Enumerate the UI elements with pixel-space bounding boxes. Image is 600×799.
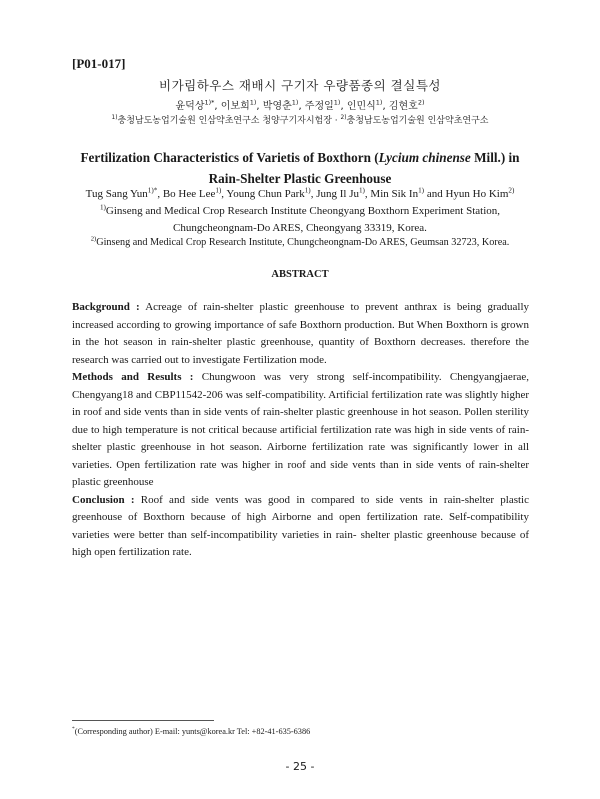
author-sep: , (364, 188, 371, 200)
affiliation-mark: 1) (99, 203, 106, 212)
background-text: Acreage of rain-shelter plastic greenhouse to prevent anthrax is being gradually increased according to growing importance of safe Boxthorn production. But When Boxthorn is grown in the hot season in rain-shelter plastic greenhouse, quantity of Boxthorn decreases. therefore the research was carried out to investigate Fertilization mode. (72, 301, 529, 366)
author-name: Tug Sang Yun (85, 188, 148, 200)
paper-code: [P01-017] (72, 56, 126, 71)
author-mark: 1) (358, 186, 365, 195)
author-mark: 1) (215, 186, 222, 195)
title-part: Mill.) in (470, 150, 520, 165)
author-name: Hyun Ho Kim (445, 188, 509, 200)
page-number: - 25 - (285, 760, 315, 773)
conclusion-text: Roof and side vents was good in compared to side vents in rain-shelter plastic greenhouse of Boxthorn because of high Airborne and open fertilization rate. Self-compatibility varieties were better than self-incompatibility varieties in rain- shelter plastic greenhouse because of high open fertilization rate. (72, 493, 529, 558)
author-sep: , (340, 101, 347, 112)
author-name: Bo Hee Lee (162, 188, 216, 200)
author-sep: , (298, 101, 305, 112)
affiliation-mark: 1) (111, 115, 118, 121)
author-mark: 1) (333, 98, 341, 107)
author-name: Young Chun Park (226, 188, 305, 200)
affiliation-text: 충청남도농업기술원 인삼약초연구소 청양구기자시험장 · (117, 116, 341, 126)
author-name: Min Sik In (370, 188, 419, 200)
author-name: 김현호 (388, 101, 418, 112)
species-name: Lycium chinense (378, 150, 471, 165)
footnote (72, 727, 310, 736)
author-mark: 1)* (147, 186, 158, 195)
methods-paragraph (72, 369, 529, 492)
korean-affiliation (0, 113, 600, 126)
author-name: Jung Il Ju (316, 188, 359, 200)
author-sep: , (310, 188, 317, 200)
author-mark: 1) (375, 98, 383, 107)
author-mark: 2) (417, 98, 425, 107)
affiliation-mark: 2) (90, 235, 97, 243)
author-sep: , (157, 188, 163, 200)
author-name: 박영춘 (262, 101, 292, 112)
affiliation-text: Ginseng and Medical Crop Research Institute, Chungcheongnam-Do ARES, Geumsan 32723, Korea. (96, 237, 510, 248)
author-sep: , (256, 101, 263, 112)
english-affiliation-2 (0, 237, 600, 248)
methods-label: Methods and Results : (72, 371, 194, 383)
methods-text: Chungwoon was very strong self-incompatibility. Chengyangjaerae, Chengyang18 and CBP11542-206 was self-compatibility. Artificial fertilization rate was slightly higher in roof and side vents than in side vents of rain-shelter plastic greenhouse in hot season. Pollen sterility due to high temperature is not critical because artificial fertilization rate was high in side vents of rain-shelter plastic greenhouse in hot season. Airborne fertilization rate was significantly lower in all varieties. Open fertilization rate was higher in roof and side vents than in side vents of rain-shelter plastic greenhouse (72, 371, 529, 488)
english-authors (0, 188, 600, 200)
title-line-2: Rain-Shelter Plastic Greenhouse (208, 171, 392, 186)
footnote-rule (72, 720, 214, 721)
background-paragraph (72, 299, 529, 369)
author-name: 인민식 (346, 101, 376, 112)
affiliation-text: Chungcheongnam-Do ARES, Cheongyang 33319, Korea. (173, 222, 427, 234)
conclusion-paragraph (72, 492, 529, 562)
author-sep: , (221, 188, 227, 200)
author-name: 이보희 (220, 101, 250, 112)
conclusion-label: Conclusion : (72, 493, 135, 506)
english-affiliation-1 (0, 203, 600, 237)
footnote-mark: * (72, 726, 75, 733)
author-mark: 1)* (204, 98, 215, 107)
author-mark: 1) (418, 186, 425, 195)
author-name: 윤덕상 (175, 101, 205, 112)
author-sep: and (424, 188, 446, 200)
english-title (40, 147, 560, 189)
abstract-body (72, 299, 529, 562)
title-part: Fertilization Characteristics of Varietis of Boxthorn ( (80, 150, 379, 165)
affiliation-text: 충청남도농업기술원 인삼약초연구소 (346, 116, 489, 126)
author-mark: 1) (249, 98, 257, 107)
abstract-heading: ABSTRACT (271, 269, 329, 280)
affiliation-mark: 2) (340, 115, 347, 121)
author-mark: 1) (304, 186, 311, 195)
author-sep: , (214, 101, 221, 112)
author-mark: 1) (291, 98, 299, 107)
korean-title: 비가림하우스 재배시 구기자 우량품종의 결실특성 (159, 78, 441, 93)
author-name: 주정일 (304, 101, 334, 112)
korean-authors (0, 97, 600, 112)
footnote-text: (Corresponding author) E-mail: yunts@korea.kr Tel: +82-41-635-6386 (74, 727, 311, 736)
background-label: Background : (72, 301, 140, 313)
author-mark: 2) (508, 186, 515, 195)
author-sep: , (382, 101, 389, 112)
affiliation-text: Ginseng and Medical Crop Research Institute Cheongyang Boxthorn Experiment Station, (105, 205, 501, 217)
